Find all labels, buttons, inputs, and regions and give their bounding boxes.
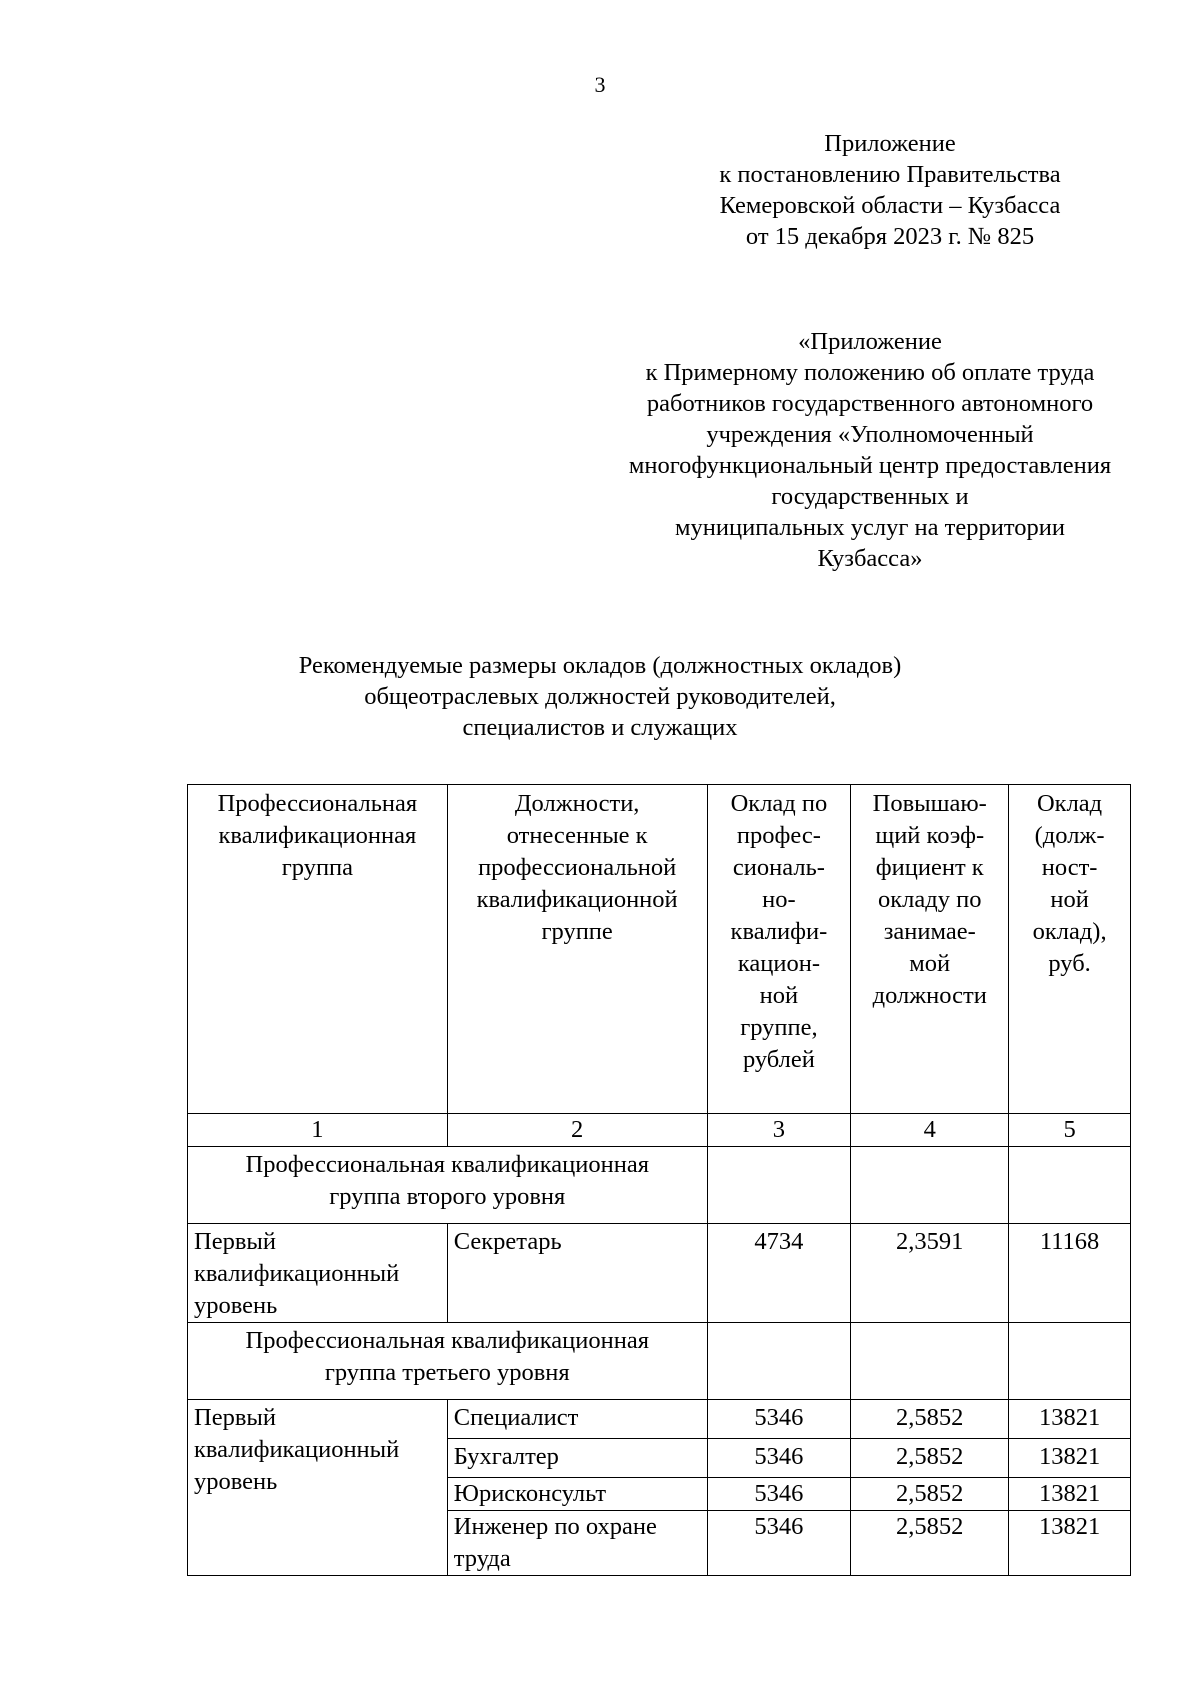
header-cell-base-salary: Оклад по профес- сиональ- но- квалифи- кацион- ной группе, рублей [707,785,851,1114]
header-cell-group: Профессиональная квалификационная группа [188,785,448,1114]
quoted-annex-line: работников государственного автономного [646,390,1094,417]
base-salary: 5346 [707,1478,851,1511]
column-number: 3 [707,1114,851,1147]
coefficient: 2,5852 [851,1511,1009,1576]
salary-total: 11168 [1009,1224,1131,1323]
column-number: 2 [447,1114,707,1147]
empty-cell [851,1323,1009,1400]
coefficient: 2,5852 [851,1400,1009,1439]
quoted-annex-line: муниципальных услуг на территории [675,514,1065,541]
quoted-annex-line: учреждения «Уполномоченный [706,421,1034,448]
base-salary: 5346 [707,1439,851,1478]
base-salary: 5346 [707,1511,851,1576]
annex-heading [650,128,1130,252]
salary-total: 13821 [1009,1511,1131,1576]
title-line: специалистов и служащих [462,714,738,741]
header-cell-positions: Должности, отнесенные к профессиональной квалификационной группе [447,785,707,1114]
salary-table [187,784,1131,1576]
quoted-annex-line: государственных и [771,483,969,510]
quoted-annex-heading [560,326,1180,574]
base-salary: 4734 [707,1224,851,1323]
position-name: Бухгалтер [447,1439,707,1478]
position-name: Юрисконсульт [447,1478,707,1511]
header-cell-salary-total: Оклад (долж- ност- ной оклад), руб. [1009,785,1131,1114]
coefficient: 2,3591 [851,1224,1009,1323]
column-number-row [188,1114,1131,1147]
table-row [188,1224,1131,1323]
qualification-level: Первый квалификационный уровень [188,1400,448,1576]
column-number: 4 [851,1114,1009,1147]
salary-total: 13821 [1009,1400,1131,1439]
table-header-row [188,785,1131,1114]
document-title [0,650,1200,743]
salary-total: 13821 [1009,1439,1131,1478]
empty-cell [707,1323,851,1400]
empty-cell [1009,1147,1131,1224]
position-name: Специалист [447,1400,707,1439]
empty-cell [851,1147,1009,1224]
annex-line: к постановлению Правительства [719,161,1061,188]
quoted-annex-line: Кузбасса» [817,545,923,572]
column-number: 5 [1009,1114,1131,1147]
group-heading-row [188,1147,1131,1224]
annex-line: Кемеровской области – Кузбасса [719,192,1061,219]
qualification-level: Первый квалификационный уровень [188,1224,448,1323]
group-title: Профессиональная квалификационная группа второго уровня [188,1147,708,1224]
empty-cell [1009,1323,1131,1400]
title-line: общеотраслевых должностей руководителей, [364,683,836,710]
annex-line: Приложение [824,130,956,157]
quoted-annex-line: «Приложение [798,328,942,355]
base-salary: 5346 [707,1400,851,1439]
salary-total: 13821 [1009,1478,1131,1511]
annex-line: от 15 декабря 2023 г. № 825 [745,223,1035,250]
title-line: Рекомендуемые размеры окладов (должностных окладов) [298,652,902,679]
group-title: Профессиональная квалификационная группа третьего уровня [188,1323,708,1400]
header-cell-coefficient: Повышаю- щий коэф- фициент к окладу по занимае- мой должности [851,785,1009,1114]
coefficient: 2,5852 [851,1439,1009,1478]
position-name: Секретарь [447,1224,707,1323]
group-heading-row [188,1323,1131,1400]
table-row [188,1400,1131,1439]
column-number: 1 [188,1114,448,1147]
position-name: Инженер по охране труда [447,1511,707,1576]
coefficient: 2,5852 [851,1478,1009,1511]
page-number: 3 [594,72,606,97]
quoted-annex-line: к Примерному положению об оплате труда [645,359,1095,386]
quoted-annex-line: многофункциональный центр предоставления [628,452,1112,479]
empty-cell [707,1147,851,1224]
